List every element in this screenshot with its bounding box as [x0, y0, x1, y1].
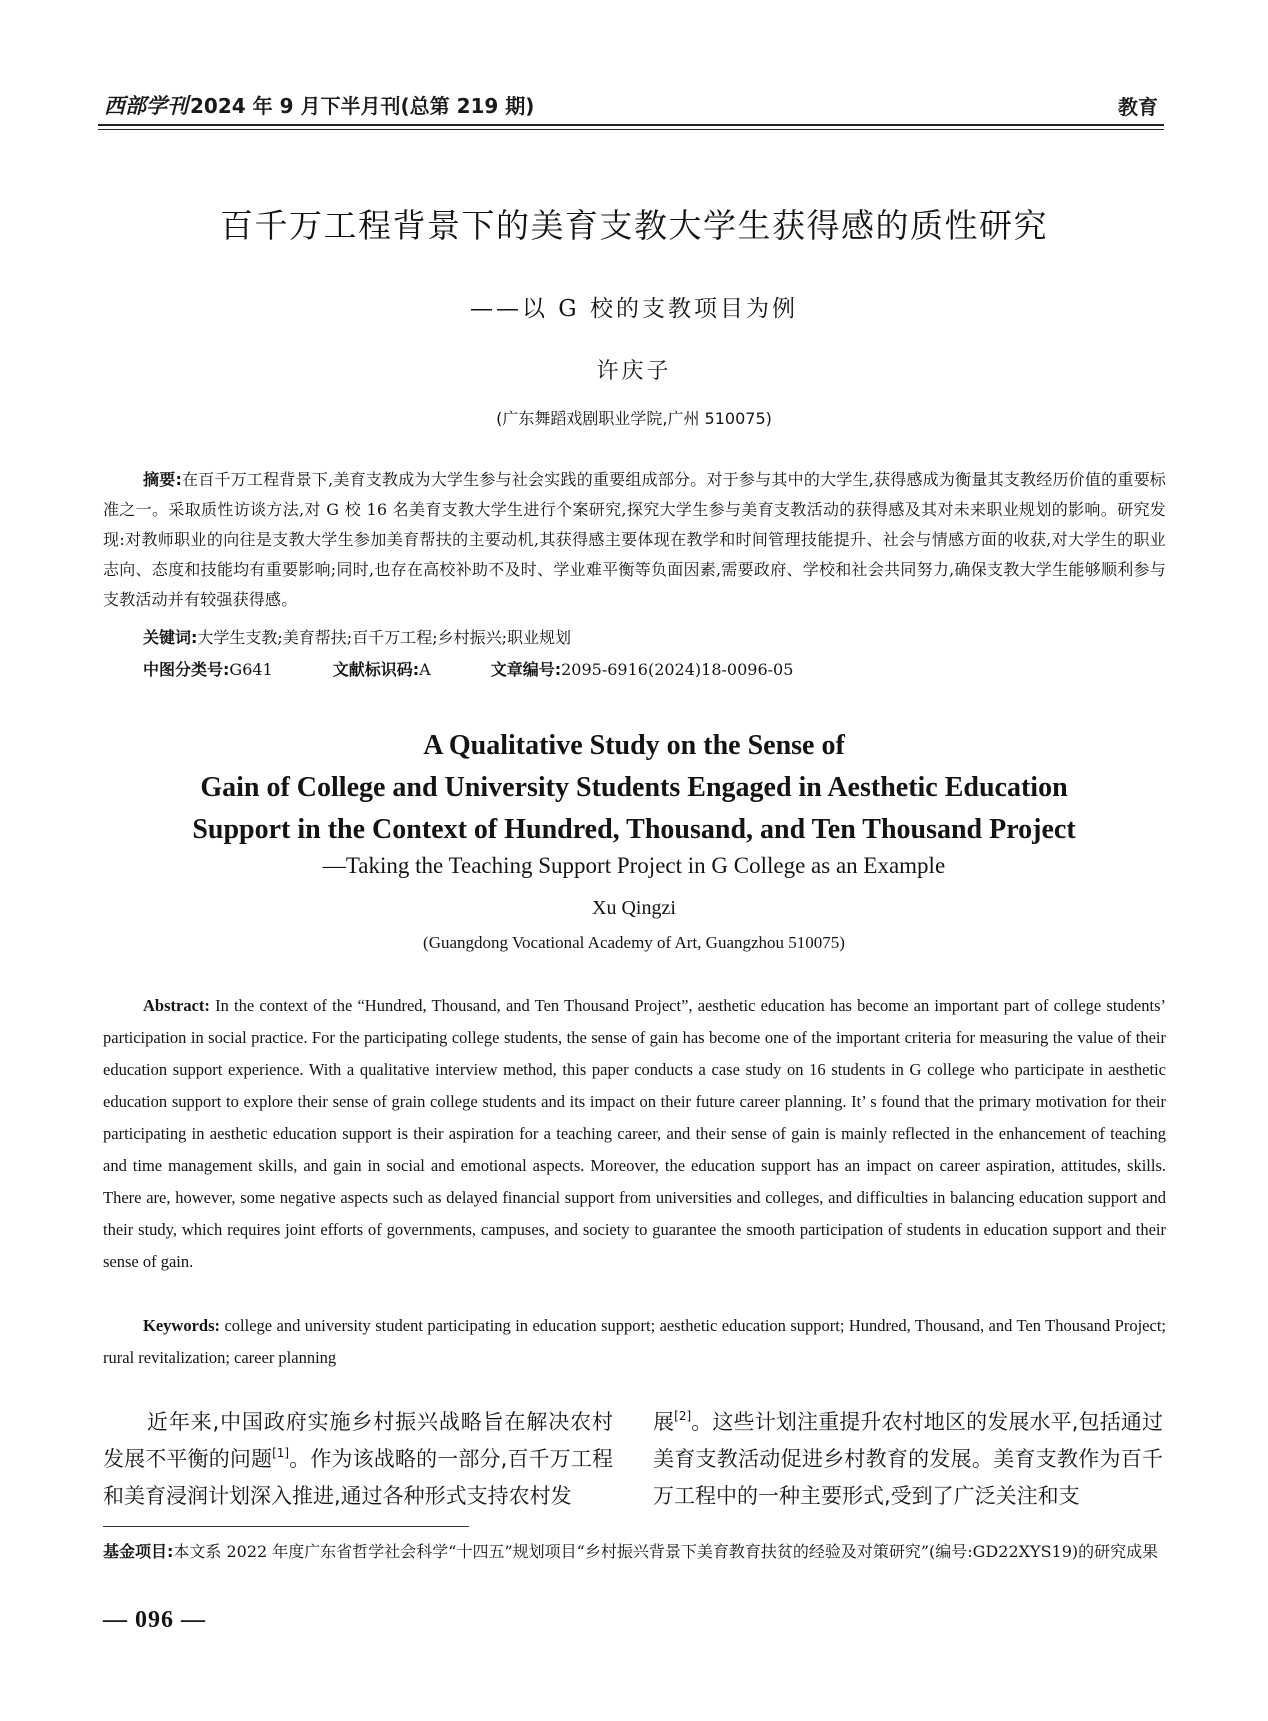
clc-value: G641 — [229, 660, 273, 679]
running-header — [104, 88, 1158, 120]
page-number: — 096 — — [103, 1607, 206, 1633]
issue-info: 2024 年 9 月下半月刊(总第 219 期) — [190, 94, 535, 118]
cn-abstract — [103, 465, 1166, 615]
header-rule — [98, 124, 1164, 130]
cn-abstract-label: 摘要: — [143, 470, 183, 489]
doc-code-value: A — [419, 660, 431, 679]
citation-ref: [1] — [272, 1446, 290, 1460]
cn-classification — [143, 656, 1163, 684]
citation-ref: [2] — [674, 1409, 692, 1423]
body-text: 。这些计划注重提升农村地区的发展水平,包括通过美育支教活动促进乡村教育的发展。美育支教作为百千万工程中的一种主要形式,受到了广泛关注和支 — [653, 1410, 1163, 1508]
body-text: 。作为该战略的一部分,百千万工程和美育浸润计划深入推进,通过各种形式支持农村发 — [103, 1447, 613, 1508]
doc-code-label: 文献标识码: — [332, 660, 420, 679]
en-title-line: A Qualitative Study on the Sense of — [423, 730, 845, 761]
header-left — [104, 90, 534, 120]
en-title-line: Gain of College and University Students Engaged in Aesthetic Education — [200, 772, 1068, 803]
body-text: 展 — [653, 1410, 675, 1434]
footnote-rule — [103, 1526, 469, 1527]
en-title-line: Support in the Context of Hundred, Thousand, and Ten Thousand Project — [192, 814, 1076, 845]
footnote-label: 基金项目: — [103, 1542, 174, 1561]
cn-affiliation: (广东舞蹈戏剧职业学院,广州 510075) — [496, 409, 772, 428]
en-affiliation: (Guangdong Vocational Academy of Art, Guangzhou 510075) — [423, 933, 845, 952]
article-no-label: 文章编号: — [490, 660, 562, 679]
doc-code-segment — [333, 656, 431, 684]
cn-keywords — [143, 624, 1163, 652]
cn-author: 许庆子 — [596, 359, 672, 384]
clc-label: 中图分类号: — [143, 660, 230, 679]
en-abstract-label: Abstract: — [143, 996, 210, 1015]
section-name: 教育 — [1118, 95, 1158, 119]
cn-keywords-label: 关键词: — [143, 628, 198, 647]
cn-title: 百千万工程背景下的美育支教大学生获得感的质性研究 — [220, 206, 1048, 245]
en-subtitle: —Taking the Teaching Support Project in G College as an Example — [322, 853, 946, 878]
article-no-value: 2095-6916(2024)18-0096-05 — [561, 660, 794, 679]
body-text: 近年来,中国政府实施乡村振兴战略旨在解决农村发展不平衡的问题 — [103, 1410, 613, 1471]
en-abstract-text: In the context of the “Hundred, Thousand, and Ten Thousand Project”, aesthetic education has become an important part of college students’ participation in social practice. For the participating college students, the sense of gain has become one of the important criteria for measuring the value of their education support experience. With a qualitative interview method, this paper conducts a case study on 16 students in G college who participate in aesthetic education support to explore their sense of grain college students and its impact on their future career planning. It’ s found that the primary motivation for their participating in aesthetic education support is their aspiration for a teaching career, and their sense of gain is mainly reflected in the enhancement of teaching and time management skills, and gain in social and emotional aspects. Moreover, the education support has an impact on career aspiration, attitudes, skills. There are, however, some negative aspects such as delayed financial support from universities and colleges, and difficulties in balancing education support and their study, which requires joint efforts of governments, campuses, and society to guarantee the smooth participation of students in education support and their sense of gain. — [103, 996, 1166, 1271]
en-author: Xu Qingzi — [592, 897, 676, 919]
cn-subtitle: ——以 G 校的支教项目为例 — [470, 296, 798, 322]
cn-abstract-text: 在百千万工程背景下,美育支教成为大学生参与社会实践的重要组成部分。对于参与其中的大学生,获得感成为衡量其支教经历价值的重要标准之一。采取质性访谈方法,对 G 校 16 名美育支教大学生进行个案研究,探究大学生参与美育支教活动的获得感及其对未来职业规划的影响。研究发现:对教师职业的向往是支教大学生参加美育帮扶的主要动机,其获得感主要体现在教学和时间管理技能提升、社会与情感方面的收获,对大学生的职业志向、态度和技能均有重要影响;同时,也存在高校补助不及时、学业难平衡等负面因素,需要政府、学校和社会共同努力,确保支教大学生能够顺利参与支教活动并有较强获得感。 — [103, 470, 1166, 609]
clc-segment — [143, 656, 273, 684]
body-column-right — [653, 1404, 1163, 1515]
en-keywords — [103, 1310, 1166, 1374]
en-title — [0, 725, 1268, 851]
body-column-left — [103, 1404, 613, 1515]
en-keywords-text: college and university student participating in education support; aesthetic education support; Hundred, Thousand, and Ten Thousand Project; rural revitalization; career planning — [103, 1316, 1166, 1367]
en-abstract — [103, 990, 1166, 1278]
funding-footnote — [103, 1537, 1166, 1567]
en-keywords-label: Keywords: — [143, 1316, 220, 1335]
article-no-segment — [491, 656, 794, 684]
cn-keywords-text: 大学生支教;美育帮扶;百千万工程;乡村振兴;职业规划 — [197, 628, 571, 647]
journal-logo: 西部学刊 — [104, 93, 188, 118]
footnote-text: 本文系 2022 年度广东省哲学社会科学“十四五”规划项目“乡村振兴背景下美育教育扶贫的经验及对策研究”(编号:GD22XYS19)的研究成果 — [173, 1542, 1159, 1561]
